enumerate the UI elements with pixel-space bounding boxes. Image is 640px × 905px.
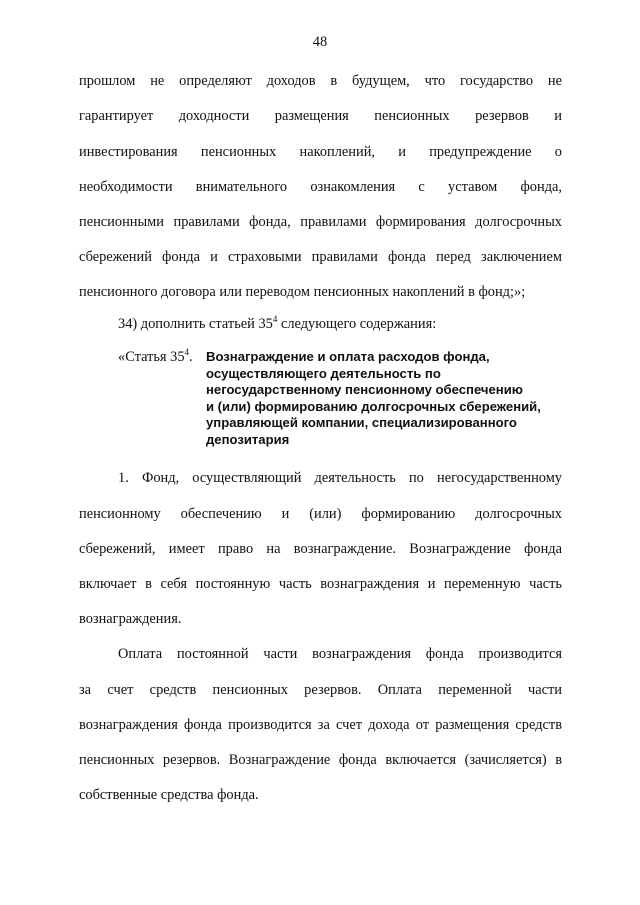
text-line: за счет средств пенсионных резервов. Оплата переменной части [79, 682, 562, 698]
text-line: вознаграждения фонда производится за счет дохода от размещения средств [79, 717, 562, 733]
article-label-suffix: . [189, 349, 193, 365]
text-line: пенсионных резервов. Вознаграждение фонда включается (зачисляется) в [79, 752, 562, 768]
text-line: сбережений, имеет право на вознаграждение. Вознаграждение фонда [79, 541, 562, 557]
amendment-suffix: следующего содержания: [277, 316, 437, 332]
article-title-line: депозитария [206, 431, 290, 447]
text-line: включает в себя постоянную часть вознаграждения и переменную часть [79, 576, 562, 592]
text-line: Оплата постоянной части вознаграждения фонда производится [118, 646, 562, 662]
text-line: необходимости внимательного ознакомления с уставом фонда, [79, 179, 562, 195]
amendment-superscript: 4 [272, 314, 278, 324]
article-label [118, 349, 193, 365]
article-title-line: управляющей компании, специализированного [206, 415, 517, 431]
page-number: 48 [312, 34, 328, 50]
text-line: пенсионными правилами фонда, правилами формирования долгосрочных [79, 214, 562, 230]
text-line: 1. Фонд, осуществляющий деятельность по негосударственному [118, 470, 562, 486]
text-line: собственные средства фонда. [79, 787, 259, 803]
article-label-prefix: «Статья 35 [118, 349, 185, 365]
amendment-line [118, 315, 562, 333]
article-label-superscript: 4 [184, 347, 190, 357]
article-title-line: Вознаграждение и оплата расходов фонда, [206, 349, 490, 364]
article-title-line: осуществляющего деятельность по [206, 365, 441, 381]
article-title-line: и (или) формированию долгосрочных сбережений, [206, 398, 541, 414]
text-line: гарантирует доходности размещения пенсионных резервов и [79, 108, 562, 124]
article-title-line: негосударственному пенсионному обеспечению [206, 382, 523, 398]
amendment-prefix: 34) дополнить статьей 35 [118, 316, 273, 332]
text-line: инвестирования пенсионных накоплений, и предупреждение о [79, 144, 562, 160]
article-title [206, 349, 566, 449]
text-line: прошлом не определяют доходов в будущем, что государство не [79, 73, 562, 89]
text-line: пенсионного договора или переводом пенсионных накоплений в фонд;»; [79, 284, 526, 300]
text-line: вознаграждения. [79, 611, 182, 627]
text-line: пенсионному обеспечению и (или) формированию долгосрочных [79, 506, 562, 522]
text-line: сбережений фонда и страховыми правилами фонда перед заключением [79, 249, 562, 265]
